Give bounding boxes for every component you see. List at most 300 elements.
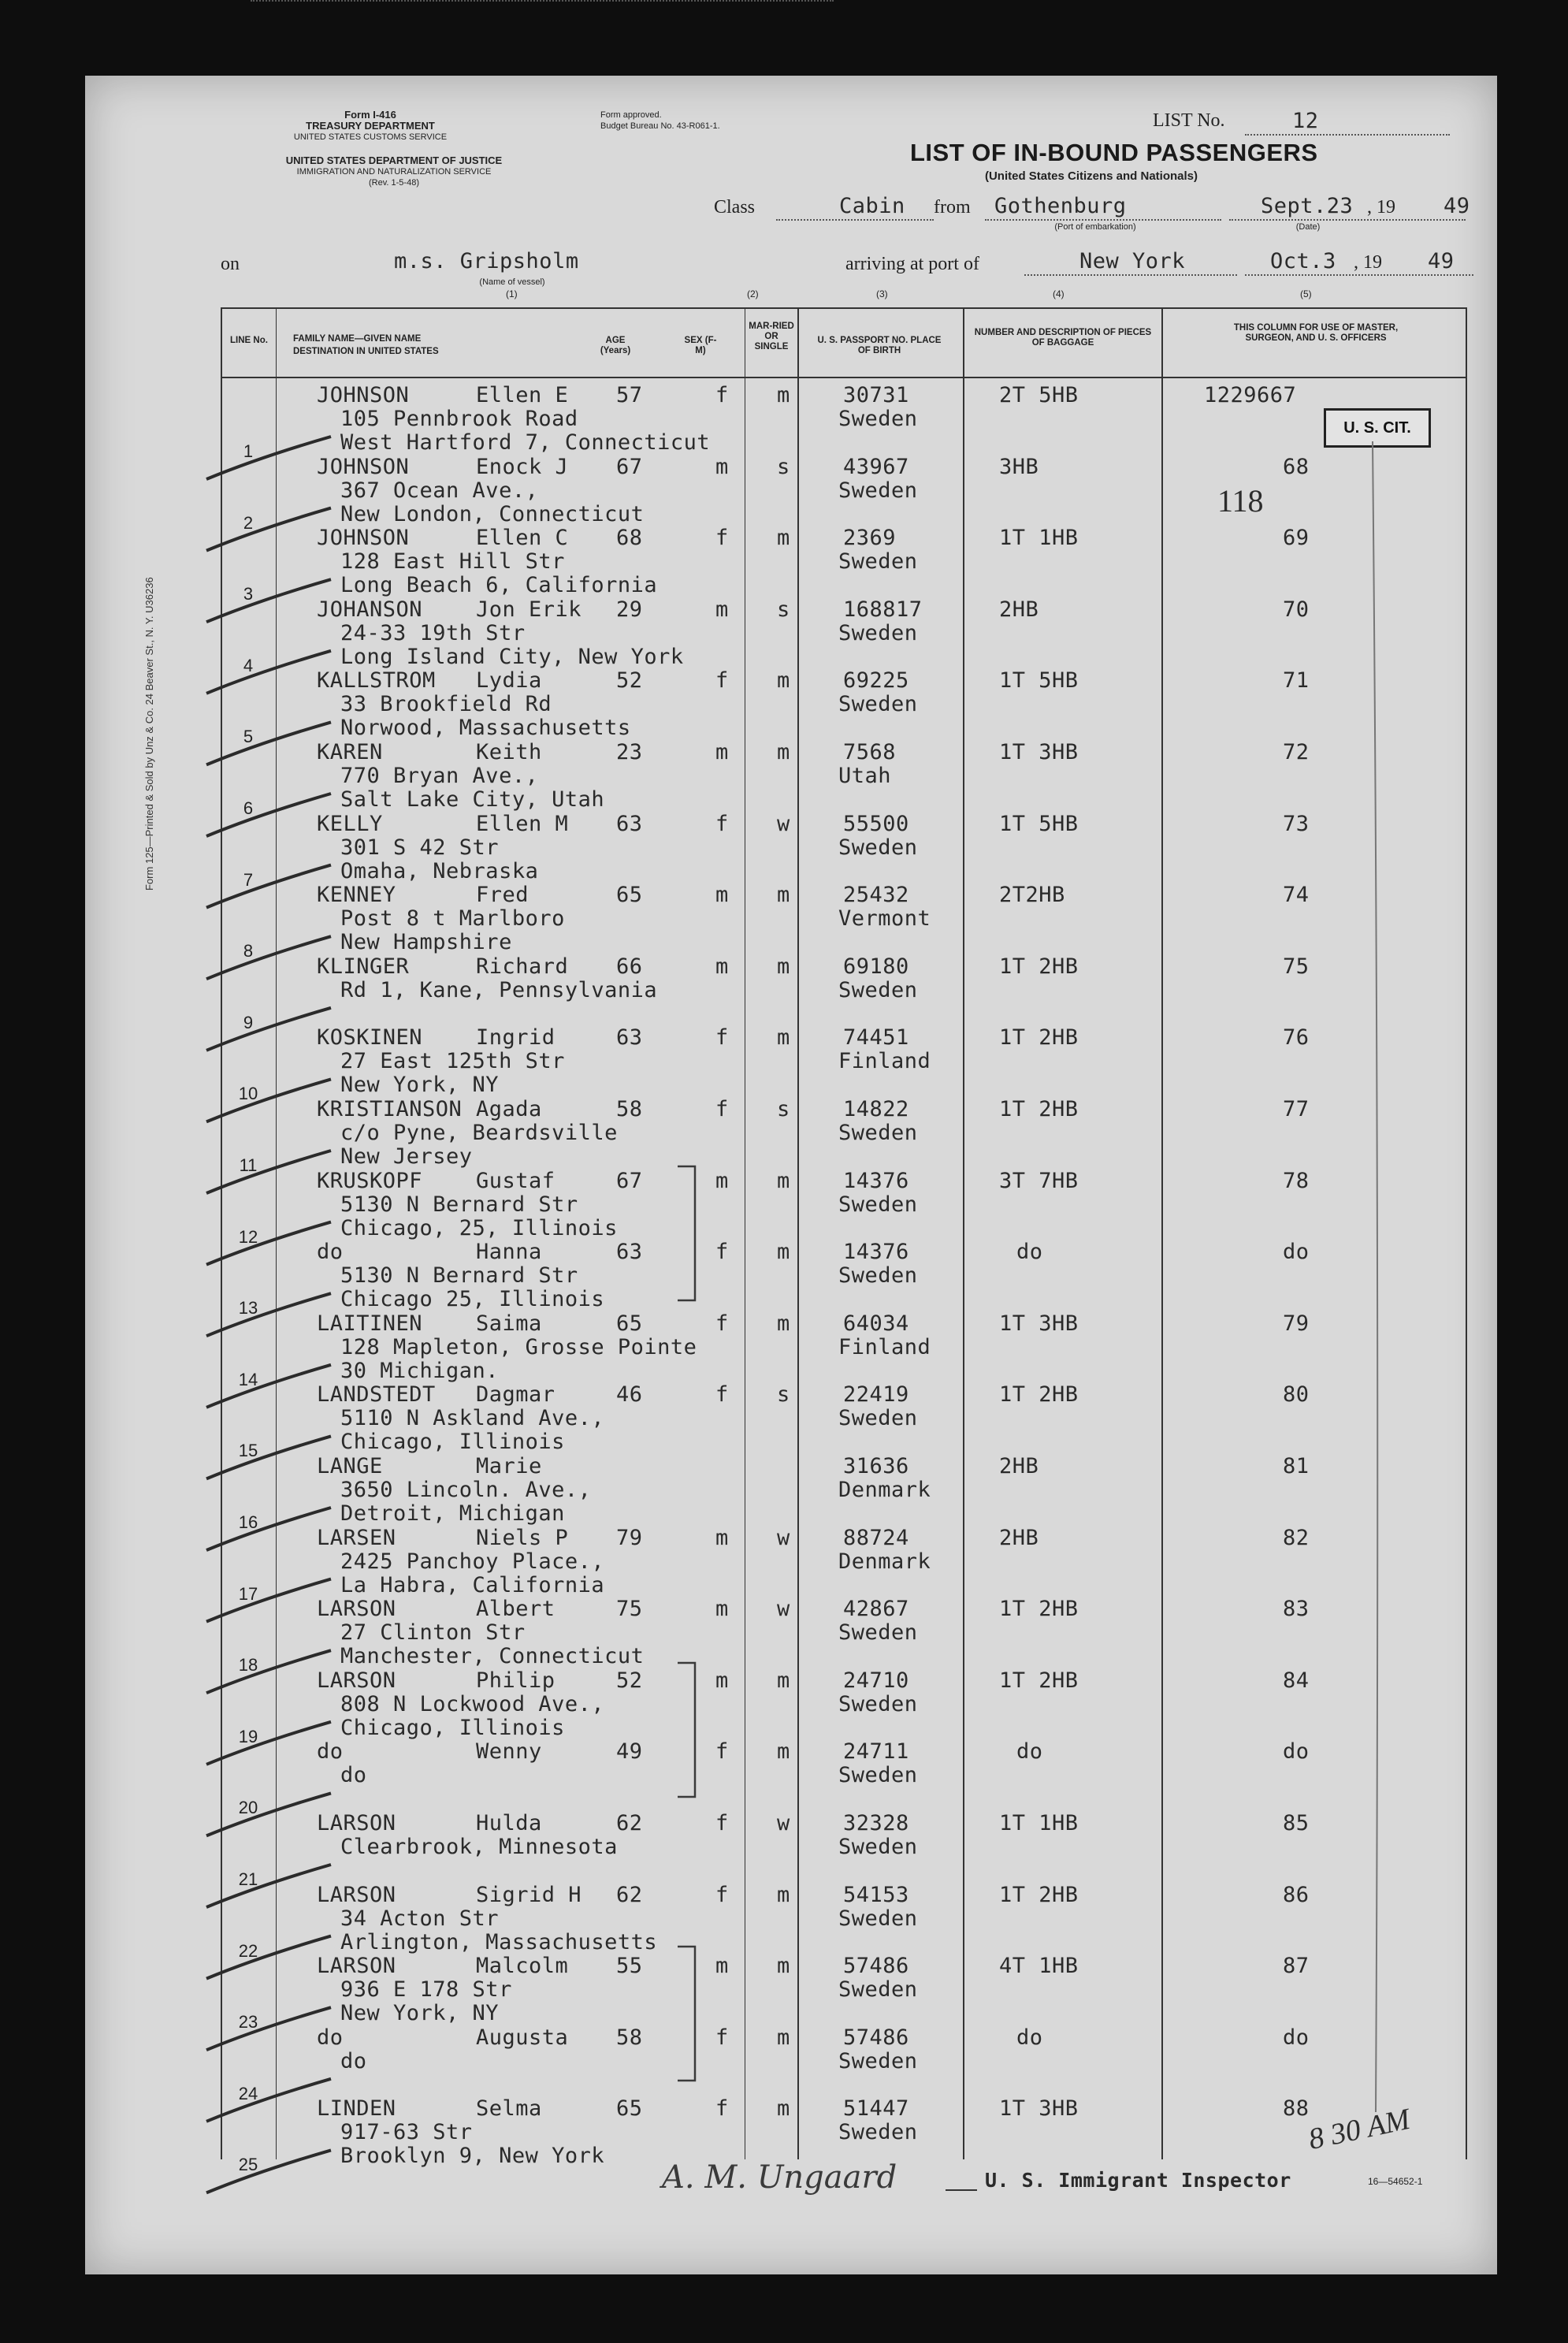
officer-column-entry: 81 [1283, 1454, 1310, 1478]
officer-column-entry: 78 [1283, 1168, 1310, 1193]
destination-city: West Hartford 7, Connecticut [340, 430, 711, 455]
check-stroke [206, 2150, 331, 2192]
treasury-department: TREASURY DEPARTMENT [306, 120, 435, 132]
header-line-no: LINE No. [230, 336, 268, 345]
check-stroke [206, 1365, 331, 1408]
passenger-marital-status: m [777, 883, 790, 908]
place-of-birth: Sweden [838, 1691, 918, 1716]
check-stroke [206, 1650, 331, 1693]
place-of-birth: Utah [838, 764, 892, 788]
passenger-given-name: Niels P [476, 1525, 569, 1550]
officer-column-entry: 85 [1283, 1811, 1310, 1835]
family-bracket [678, 1663, 695, 1797]
destination-street: 128 Mapleton, Grosse Pointe [340, 1334, 697, 1359]
officer-column-entry: 88 [1283, 2096, 1310, 2122]
place-of-birth: Sweden [838, 407, 918, 431]
col-caption-3: (3) [876, 288, 888, 299]
check-stroke [206, 865, 331, 908]
on-label: on [221, 254, 240, 274]
passport-number: 42867 [843, 1597, 909, 1622]
check-stroke [206, 651, 331, 694]
list-no-value: 12 [1292, 109, 1319, 133]
header-age: AGE (Years) [600, 336, 631, 355]
destination-city: Norwood, Massachusetts [340, 716, 631, 741]
passenger-sex: f [715, 668, 729, 694]
printer-imprint: Form 125—Printed & Sold by Unz & Co. 24 Beaver St., N. Y. U36236 [143, 577, 155, 891]
baggage-description: 4T 1HB [999, 1954, 1079, 1979]
check-stroke [206, 794, 331, 836]
arrival-year: 49 [1428, 249, 1455, 273]
arriving-label: arriving at port of [845, 254, 979, 274]
officer-column-entry: 74 [1283, 883, 1310, 908]
baggage-description: 1T 2HB [999, 1025, 1079, 1051]
passenger-age: 67 [616, 1168, 643, 1193]
officer-column-entry: 1229667 [1204, 383, 1297, 407]
passenger-surname: KOSKINEN [317, 1025, 423, 1051]
passenger-marital-status: m [777, 1240, 790, 1265]
destination-city: New York, NY [340, 1073, 500, 1098]
passenger-sex: m [715, 597, 729, 622]
passenger-marital-status: m [777, 383, 790, 407]
destination-street: 367 Ocean Ave., [340, 478, 539, 503]
header-married: MAR-RIED OR SINGLE [749, 322, 794, 351]
baggage-description: 1T 2HB [999, 1668, 1079, 1693]
destination-street: 2425 Panchoy Place., [340, 1549, 605, 1574]
baggage-description: 1T 3HB [999, 740, 1079, 764]
inspector-signature: A. M. Ungaard [662, 2159, 897, 2196]
passenger-sex: m [715, 1168, 729, 1193]
destination-street: do [340, 1763, 367, 1788]
baggage-description: 3T 7HB [999, 1168, 1079, 1193]
passport-number: 88724 [843, 1525, 909, 1550]
line-number: 9 [243, 1012, 254, 1032]
check-stroke [206, 2007, 331, 2050]
passenger-sex: f [715, 1739, 729, 1765]
passenger-surname: LARSON [317, 1811, 396, 1835]
passenger-marital-status: w [777, 1811, 790, 1835]
passport-number: 7568 [843, 740, 897, 764]
department-of-justice: UNITED STATES DEPARTMENT OF JUSTICE [285, 154, 503, 166]
destination-city: Chicago, Illinois [340, 1715, 565, 1740]
baggage-description: 1T 3HB [999, 1311, 1079, 1336]
departure-year: 49 [1444, 194, 1470, 218]
passport-number: 54153 [843, 1882, 909, 1907]
passenger-age: 66 [616, 954, 643, 979]
passenger-age: 65 [616, 883, 643, 908]
destination-street: 27 Clinton Str [340, 1620, 526, 1646]
passenger-marital-status: m [777, 668, 790, 694]
place-of-birth: Sweden [838, 1763, 918, 1788]
destination-street: 5130 N Bernard Str [340, 1192, 578, 1217]
destination-street: 24-33 19th Str [340, 620, 526, 645]
passenger-surname: do [317, 1240, 344, 1265]
passenger-given-name: Ellen C [476, 526, 569, 551]
passenger-age: 57 [616, 383, 643, 407]
passenger-age: 55 [616, 1954, 643, 1979]
passenger-sex: f [715, 1097, 729, 1121]
passenger-given-name: Gustaf [476, 1168, 555, 1193]
passenger-sex: m [715, 1597, 729, 1622]
form-number: Form I-416 [344, 109, 396, 121]
destination-city: Manchester, Connecticut [340, 1644, 645, 1669]
header-destination: DESTINATION IN UNITED STATES [293, 347, 439, 356]
family-bracket [678, 1947, 695, 2081]
baggage-description: 2T2HB [999, 883, 1065, 908]
passenger-age: 62 [616, 1882, 643, 1907]
budget-bureau: Budget Bureau No. 43-R061-1. [600, 121, 720, 131]
pencil-line [1373, 441, 1377, 2112]
place-of-birth: Denmark [838, 1549, 931, 1574]
passenger-age: 68 [616, 526, 643, 551]
class-value: Cabin [839, 194, 905, 218]
place-of-birth: Sweden [838, 1906, 918, 1931]
passenger-age: 23 [616, 740, 643, 764]
destination-street: c/o Pyne, Beardsville [340, 1121, 618, 1145]
departure-date: Sept.23 [1261, 194, 1354, 218]
passenger-age: 52 [616, 668, 643, 694]
passenger-surname: LARSON [317, 1882, 396, 1907]
passport-number: 57486 [843, 1954, 909, 1979]
class-label: Class [714, 197, 756, 218]
passenger-given-name: Augusta [476, 2025, 569, 2050]
passenger-surname: KELLY [317, 811, 383, 836]
passenger-marital-status: s [777, 1097, 790, 1121]
officer-column-entry: 82 [1283, 1525, 1310, 1550]
us-citizen-stamp: U. S. CIT. [1324, 408, 1431, 448]
col-caption-5: (5) [1300, 288, 1312, 299]
passenger-given-name: Hanna [476, 1240, 542, 1265]
passenger-sex: m [715, 1668, 729, 1693]
place-of-birth: Sweden [838, 1620, 918, 1646]
passenger-surname: do [317, 1739, 344, 1765]
destination-city: Salt Lake City, Utah [340, 787, 605, 812]
line-number: 2 [243, 512, 254, 533]
passenger-given-name: Lydia [476, 668, 542, 694]
passenger-age: 29 [616, 597, 643, 622]
passenger-given-name: Hulda [476, 1811, 542, 1835]
officer-column-entry: 75 [1283, 954, 1310, 979]
passenger-sex: f [715, 1382, 729, 1408]
place-of-birth: Finland [838, 1334, 931, 1359]
place-of-birth: Denmark [838, 1478, 931, 1502]
passenger-surname: JOHNSON [317, 454, 410, 479]
header-officers: THIS COLUMN FOR USE OF MASTER, SURGEON, AND U. S. OFFICERS [1233, 323, 1399, 343]
place-of-birth: Vermont [838, 906, 931, 932]
passenger-sex: m [715, 1954, 729, 1979]
header-passport: U. S. PASSPORT NO. PLACE OF BIRTH [817, 336, 942, 355]
passenger-age: 63 [616, 1025, 643, 1051]
passenger-surname: LAITINEN [317, 1311, 423, 1336]
line-number: 11 [239, 1155, 258, 1175]
baggage-description: 1T 2HB [999, 1097, 1079, 1121]
passenger-surname: LINDEN [317, 2096, 396, 2122]
destination-city: Chicago, 25, Illinois [340, 1215, 618, 1240]
passenger-marital-status: m [777, 1311, 790, 1336]
line-number: 10 [238, 1084, 258, 1104]
passenger-age: 49 [616, 1739, 643, 1765]
passenger-age: 67 [616, 454, 643, 479]
place-of-birth: Finland [838, 1049, 931, 1074]
passenger-age: 63 [616, 811, 643, 836]
destination-street: Rd 1, Kane, Pennsylvania [340, 977, 658, 1002]
passenger-sex: f [715, 811, 729, 836]
immigration-service: IMMIGRATION AND NATURALIZATION SERVICE [296, 167, 492, 177]
passenger-given-name: Malcolm [476, 1954, 569, 1979]
check-stroke [206, 1436, 331, 1478]
handwritten-count: 118 [1217, 483, 1264, 519]
passenger-given-name: Philip [476, 1668, 555, 1693]
passenger-surname: LARSON [317, 1597, 396, 1622]
check-stroke [206, 508, 331, 551]
baggage-description: 1T 1HB [999, 526, 1079, 551]
officer-column-entry: 80 [1283, 1382, 1310, 1408]
passport-number: 55500 [843, 811, 909, 836]
line-number: 21 [238, 1869, 258, 1889]
line-number: 23 [238, 2012, 258, 2032]
passenger-given-name: Keith [476, 740, 542, 764]
destination-street: Post 8 t Marlboro [340, 906, 565, 932]
passenger-given-name: Marie [476, 1454, 542, 1478]
arrival-port: New York [1079, 249, 1186, 273]
officer-column-entry: do [1283, 1739, 1310, 1765]
destination-city: New London, Connecticut [340, 501, 645, 526]
passport-number: 24710 [843, 1668, 909, 1693]
passenger-given-name: Agada [476, 1097, 542, 1121]
line-number: 17 [238, 1583, 258, 1604]
passenger-marital-status: m [777, 1882, 790, 1907]
line-number: 15 [238, 1441, 258, 1461]
officer-column-entry: 70 [1283, 597, 1310, 622]
vessel-name: m.s. Gripsholm [394, 249, 579, 273]
destination-street: 301 S 42 Str [340, 835, 500, 860]
officer-column-entry: do [1283, 2025, 1310, 2050]
check-stroke [206, 579, 331, 622]
passenger-marital-status: m [777, 2096, 790, 2122]
line-number: 19 [238, 1726, 258, 1746]
line-number: 25 [238, 2155, 258, 2175]
passenger-marital-status: m [777, 2025, 790, 2050]
passenger-marital-status: m [777, 1025, 790, 1051]
passenger-surname: KAREN [317, 740, 383, 764]
destination-city: Long Beach 6, California [340, 573, 658, 598]
destination-city: New York, NY [340, 2001, 500, 2026]
passenger-given-name: Ellen E [476, 383, 569, 407]
baggage-description: 1T 2HB [999, 1597, 1079, 1622]
passenger-sex: f [715, 1811, 729, 1835]
col-caption-2: (2) [747, 288, 759, 299]
passport-number: 69225 [843, 668, 909, 694]
passport-number: 30731 [843, 383, 909, 407]
destination-street: 770 Bryan Ave., [340, 764, 539, 788]
header-sex: SEX (F-M) [684, 336, 717, 355]
vessel-caption: (Name of vessel) [479, 277, 545, 287]
check-stroke [206, 1579, 331, 1622]
line-number: 6 [243, 798, 254, 818]
page-subtitle: (United States Citizens and Nationals) [984, 169, 1198, 183]
customs-service: UNITED STATES CUSTOMS SERVICE [293, 132, 448, 142]
passenger-surname: KRUSKOPF [317, 1168, 423, 1193]
line-number: 22 [238, 1940, 258, 1961]
passenger-sex: m [715, 740, 729, 764]
destination-city: La Habra, California [340, 1572, 605, 1597]
passport-number: 43967 [843, 454, 909, 479]
passenger-sex: f [715, 383, 729, 407]
form-revision: (Rev. 1-5-48) [369, 178, 419, 188]
passenger-sex: m [715, 883, 729, 908]
destination-city: Omaha, Nebraska [340, 858, 539, 883]
passenger-marital-status: m [777, 740, 790, 764]
place-of-birth: Sweden [838, 692, 918, 717]
baggage-description: 1T 5HB [999, 811, 1079, 836]
passenger-sex: m [715, 454, 729, 479]
officer-column-entry: 72 [1283, 740, 1310, 764]
passport-number: 51447 [843, 2096, 909, 2122]
passenger-given-name: Sigrid H [476, 1882, 582, 1907]
passenger-sex: m [715, 1525, 729, 1550]
line-number: 3 [243, 584, 254, 604]
check-stroke [206, 1865, 331, 1907]
place-of-birth: Sweden [838, 2120, 918, 2145]
passenger-age: 65 [616, 1311, 643, 1336]
destination-street: 27 East 125th Str [340, 1049, 565, 1074]
place-of-birth: Sweden [838, 2048, 918, 2073]
place-of-birth: Sweden [838, 1977, 918, 2003]
place-of-birth: Sweden [838, 1835, 918, 1859]
passport-number: 14376 [843, 1168, 909, 1193]
passenger-surname: LARSON [317, 1668, 396, 1693]
place-of-birth: Sweden [838, 835, 918, 860]
arrival-year-prefix: , 19 [1354, 252, 1382, 273]
passenger-surname: LANGE [317, 1454, 383, 1478]
officer-column-entry: 79 [1283, 1311, 1310, 1336]
baggage-description: 2HB [999, 1454, 1039, 1478]
destination-street: Clearbrook, Minnesota [340, 1835, 618, 1859]
passport-number: 2369 [843, 526, 897, 551]
baggage-description: 1T 1HB [999, 1811, 1079, 1835]
officer-column-entry: 87 [1283, 1954, 1310, 1979]
destination-street: 128 East Hill Str [340, 549, 565, 575]
destination-city: Arlington, Massachusetts [340, 1929, 658, 1954]
place-of-birth: Sweden [838, 478, 918, 503]
destination-city: Chicago 25, Illinois [340, 1287, 605, 1312]
passenger-surname: JOHNSON [317, 383, 410, 407]
line-number: 7 [243, 869, 254, 890]
check-stroke [206, 1293, 331, 1336]
passenger-sex: f [715, 1882, 729, 1907]
baggage-description: 3HB [999, 454, 1039, 479]
line-number: 20 [238, 1798, 258, 1818]
passenger-surname: LANDSTEDT [317, 1382, 436, 1408]
line-number: 8 [243, 941, 254, 961]
passenger-sex: f [715, 1311, 729, 1336]
passenger-age: 62 [616, 1811, 643, 1835]
baggage-description: 1T 3HB [999, 2096, 1079, 2122]
passport-number: 14822 [843, 1097, 909, 1121]
place-of-birth: Sweden [838, 1192, 918, 1217]
line-number: 1 [243, 441, 254, 461]
passenger-given-name: Selma [476, 2096, 542, 2122]
destination-city: Chicago, Illinois [340, 1430, 565, 1455]
check-stroke [206, 722, 331, 764]
passenger-given-name: Jon Erik [476, 597, 582, 622]
passenger-age: 58 [616, 2025, 643, 2050]
header-name: FAMILY NAME—GIVEN NAME [293, 334, 422, 344]
check-stroke [206, 1079, 331, 1121]
destination-street: 5130 N Bernard Str [340, 1263, 578, 1289]
date-caption: (Date) [1295, 222, 1321, 232]
port-of-embarkation: Gothenburg [994, 194, 1127, 218]
passenger-surname: JOHANSON [317, 597, 423, 622]
form-approved: Form approved. [600, 110, 662, 120]
departure-year-prefix: , 19 [1367, 197, 1395, 218]
passport-number: 22419 [843, 1382, 909, 1408]
handwritten-time: 8 30 AM [1306, 2102, 1414, 2157]
place-of-birth: Sweden [838, 549, 918, 575]
passenger-marital-status: w [777, 1525, 790, 1550]
destination-street: 34 Acton Str [340, 1906, 500, 1931]
check-stroke [206, 1008, 331, 1051]
line-number: 18 [238, 1655, 258, 1675]
baggage-description: do [1016, 1240, 1043, 1265]
line-number: 16 [238, 1512, 258, 1532]
family-bracket [678, 1166, 695, 1300]
col-caption-1: (1) [506, 288, 518, 299]
passenger-given-name: Dagmar [476, 1382, 555, 1408]
officer-column-entry: 73 [1283, 811, 1310, 836]
passenger-given-name: Albert [476, 1597, 555, 1622]
check-stroke [206, 1222, 331, 1265]
destination-city: Long Island City, New York [340, 644, 684, 669]
destination-city: 30 Michigan. [340, 1358, 500, 1383]
passenger-marital-status: s [777, 454, 790, 479]
passenger-surname: LARSEN [317, 1525, 396, 1550]
baggage-description: 1T 2HB [999, 954, 1079, 979]
line-number: 13 [238, 1298, 258, 1318]
passport-number: 64034 [843, 1311, 909, 1336]
passenger-age: 75 [616, 1597, 643, 1622]
passenger-given-name: Ellen M [476, 811, 569, 836]
list-no-label: LIST No. [1153, 110, 1225, 131]
baggage-description: do [1016, 2025, 1043, 2050]
check-stroke [206, 2079, 331, 2122]
line-number: 24 [238, 2083, 258, 2103]
passenger-marital-status: m [777, 954, 790, 979]
destination-street: do [340, 2048, 367, 2073]
from-label: from [934, 197, 971, 218]
destination-street: 3650 Lincoln. Ave., [340, 1478, 592, 1502]
baggage-description: 2T 5HB [999, 383, 1079, 407]
officer-column-entry: 83 [1283, 1597, 1310, 1622]
passenger-marital-status: s [777, 597, 790, 622]
check-stroke [206, 1793, 331, 1835]
passenger-marital-status: m [777, 1954, 790, 1979]
line-number: 14 [238, 1369, 258, 1389]
passport-number: 168817 [843, 597, 923, 622]
passport-number: 69180 [843, 954, 909, 979]
destination-city: New Hampshire [340, 930, 512, 955]
check-stroke [206, 1151, 331, 1193]
baggage-description: 2HB [999, 597, 1039, 622]
passenger-surname: KRISTIANSON [317, 1097, 463, 1121]
passenger-given-name: Richard [476, 954, 569, 979]
passenger-given-name: Saima [476, 1311, 542, 1336]
place-of-birth: Sweden [838, 620, 918, 645]
check-stroke [206, 1722, 331, 1765]
officer-column-entry: 68 [1283, 454, 1310, 479]
passenger-sex: f [715, 2025, 729, 2050]
check-stroke [206, 437, 331, 479]
passenger-marital-status: m [777, 1168, 790, 1193]
